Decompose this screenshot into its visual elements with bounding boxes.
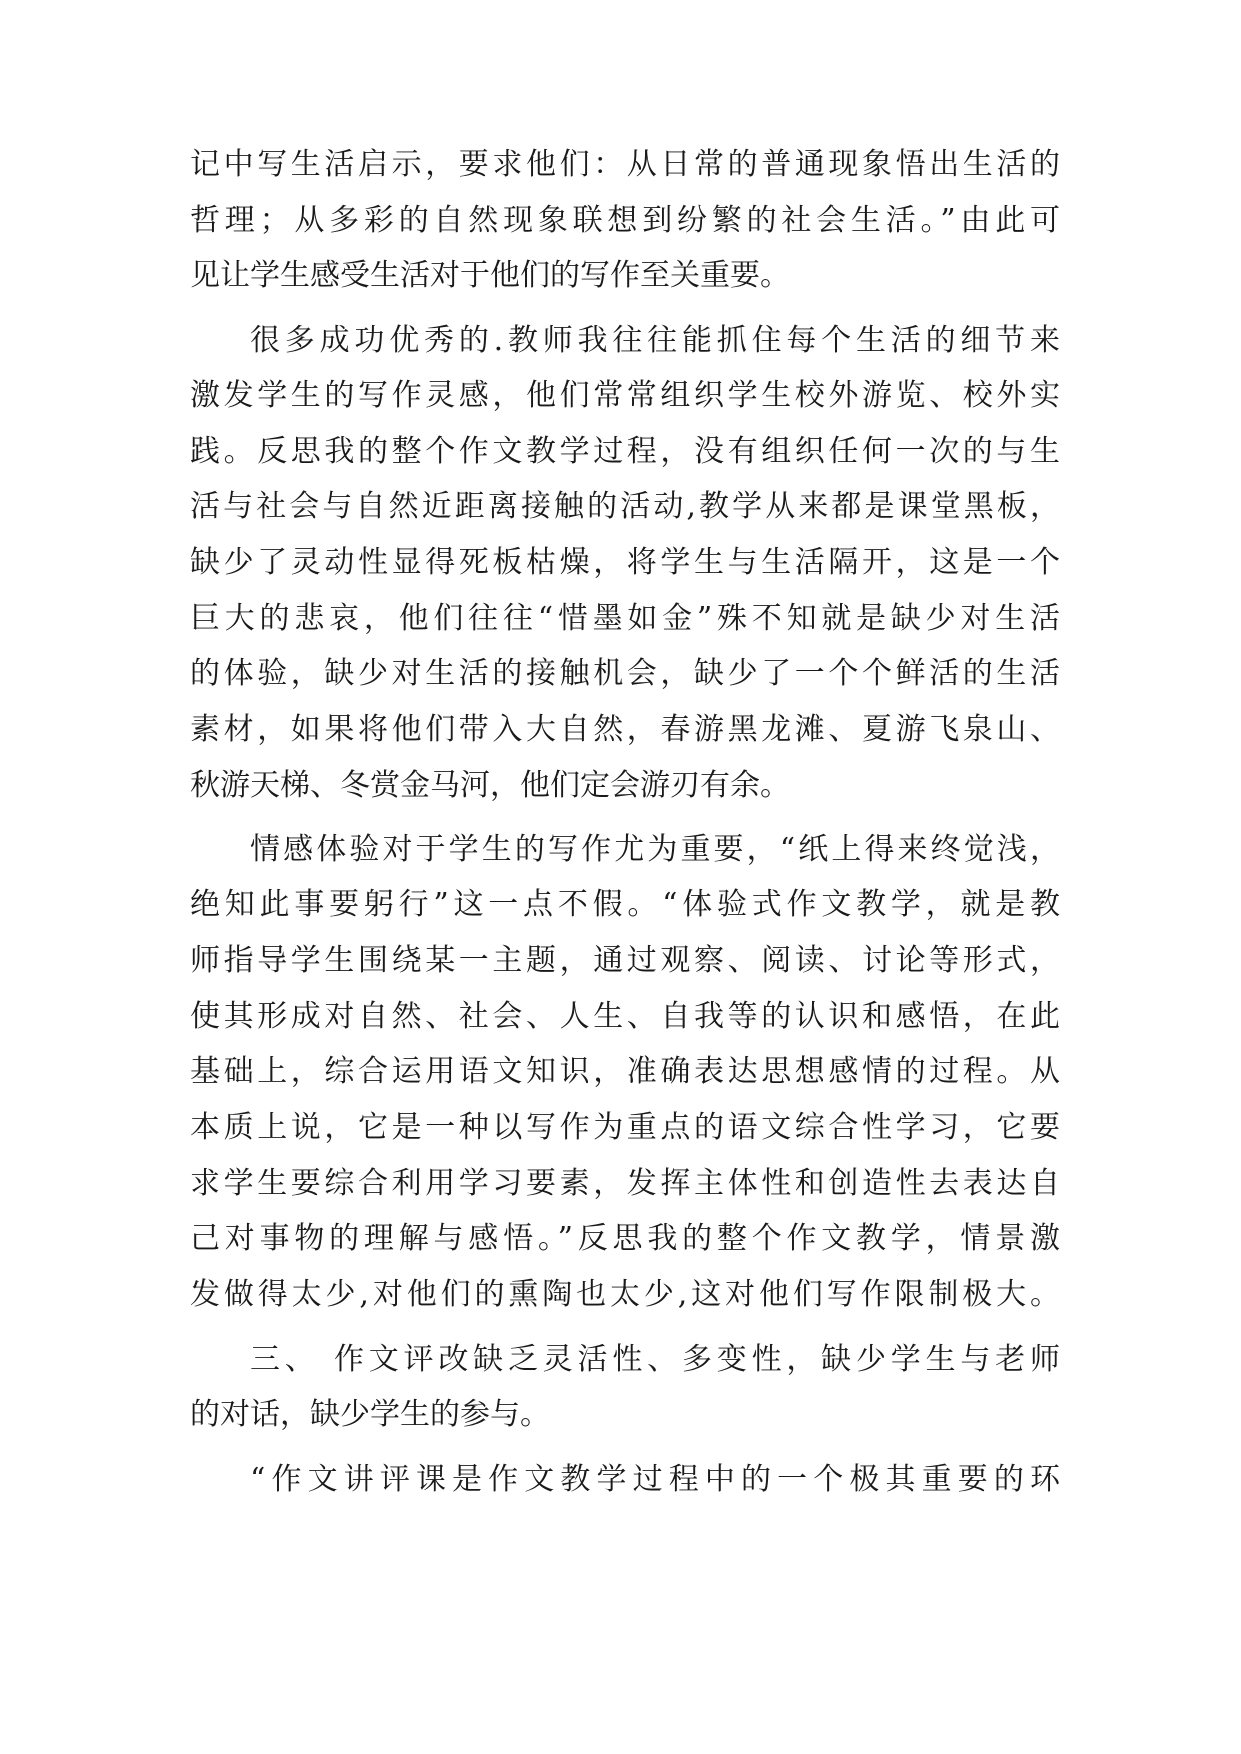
text-line: 情感体验对于学生的写作尤为重要，“纸上得来终觉浅， [250,832,1060,867]
text-line: 基础上，综合运用语文知识，准确表达思想感情的过程。从 [190,1054,1060,1089]
text-line: 活与社会与自然近距离接触的活动,教学从来都是课堂黑板， [190,489,1060,524]
text-line: 素材，如果将他们带入大自然，春游黑龙滩、夏游飞泉山、 [190,712,1060,747]
text-line: 很多成功优秀的.教师我往往能抓住每个生活的细节来 [250,323,1060,358]
section-heading: 三、 作文评改缺乏灵活性、多变性，缺少学生与老师 [250,1342,1060,1377]
text-line: 求学生要综合利用学习要素，发挥主体性和创造性去表达自 [190,1166,1060,1201]
text-line: 哲理；从多彩的自然现象联想到纷繁的社会生活。”由此可 [190,203,1060,238]
text-line: 记中写生活启示，要求他们：从日常的普通现象悟出生活的 [190,147,1060,182]
text-line: 缺少了灵动性显得死板枯燥，将学生与生活隔开，这是一个 [190,545,1060,580]
text-line: 师指导学生围绕某一主题，通过观察、阅读、讨论等形式， [190,943,1060,978]
text-line: 践。反思我的整个作文教学过程，没有组织任何一次的与生 [190,434,1060,469]
text-line: 绝知此事要躬行”这一点不假。“体验式作文教学，就是教 [190,887,1060,922]
text-line: 激发学生的写作灵感，他们常常组织学生校外游览、校外实 [190,378,1060,413]
text-line: 己对事物的理解与感悟。”反思我的整个作文教学，情景激 [190,1221,1060,1256]
text-line: 巨大的悲哀，他们往往“惜墨如金”殊不知就是缺少对生活 [190,601,1060,636]
text-line: 秋游天梯、冬赏金马河，他们定会游刃有余。 [190,768,790,803]
text-line: 使其形成对自然、社会、人生、自我等的认识和感悟，在此 [190,999,1060,1034]
text-line: 的体验，缺少对生活的接触机会，缺少了一个个鲜活的生活 [190,656,1060,691]
text-line: 的对话，缺少学生的参与。 [190,1397,550,1432]
text-line: “作文讲评课是作文教学过程中的一个极其重要的环 [250,1462,1060,1497]
text-line: 见让学生感受生活对于他们的写作至关重要。 [190,258,790,293]
text-line: 本质上说，它是一种以写作为重点的语文综合性学习，它要 [190,1110,1060,1145]
text-line: 发做得太少,对他们的熏陶也太少,这对他们写作限制极大。 [190,1277,1060,1312]
